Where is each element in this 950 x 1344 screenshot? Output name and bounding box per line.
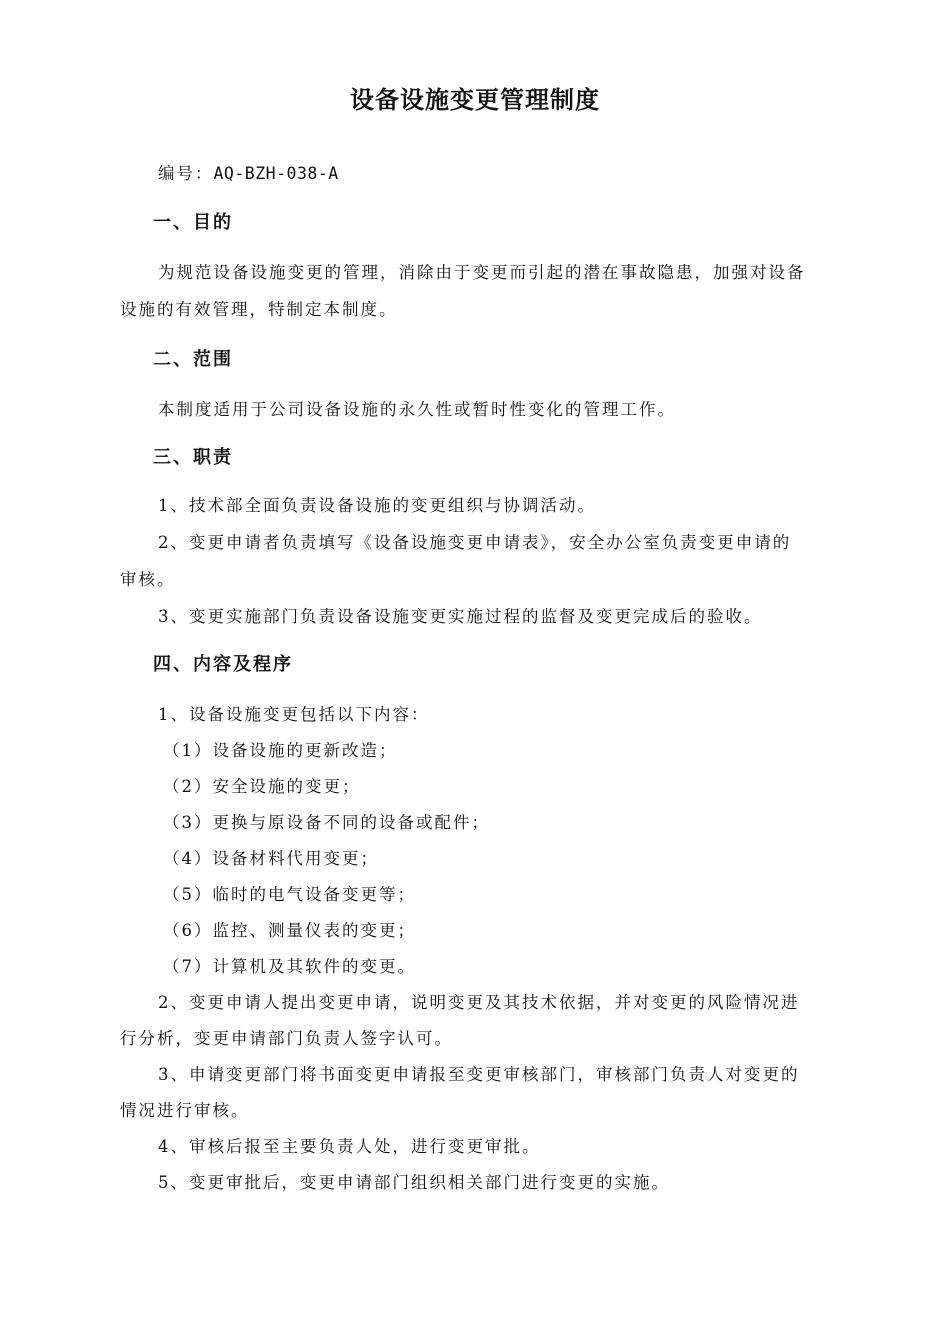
paragraph-line: 本制度适用于公司设备设施的永久性或暂时性变化的管理工作。 [158,400,676,419]
list-item: （2）安全设施的变更； [163,777,361,796]
paragraph-line: 4、审核后报至主要负责人处，进行变更审批。 [158,1137,541,1156]
paragraph-line: 设施的有效管理，特制定本制度。 [120,300,398,319]
section-heading-procedure: 四、内容及程序 [153,654,293,675]
paragraph-line: 行分析，变更申请部门负责人签字认可。 [120,1029,453,1048]
paragraph-line: 3、变更实施部门负责设备设施变更实施过程的监督及变更完成后的验收。 [158,607,763,626]
document-title: 设备设施变更管理制度 [350,86,600,114]
section-heading-purpose: 一、目的 [153,212,233,233]
paragraph-line: 3、申请变更部门将书面变更申请报至变更审核部门，审核部门负责人对变更的 [158,1065,800,1084]
paragraph-line: 为规范设备设施变更的管理，消除由于变更而引起的潜在事故隐患，加强对设备 [158,263,806,282]
paragraph-line: 1、技术部全面负责设备设施的变更组织与协调活动。 [158,496,596,515]
list-item: （3）更换与原设备不同的设备或配件； [163,813,490,832]
section-heading-scope: 二、范围 [153,349,233,370]
list-item: （1）设备设施的更新改造； [163,741,398,760]
paragraph-line: 审核。 [120,570,176,589]
document-code-value: AQ-BZH-038-A [213,164,339,183]
paragraph-line: 1、设备设施变更包括以下内容： [158,705,430,724]
list-item: （7）计算机及其软件的变更。 [163,957,416,976]
paragraph-line: 情况进行审核。 [120,1101,250,1120]
list-item: （4）设备材料代用变更； [163,849,379,868]
document-code-label: 编号： [158,164,214,183]
list-item: （5）临时的电气设备变更等； [163,885,416,904]
paragraph-line: 5、变更审批后，变更申请部门组织相关部门进行变更的实施。 [158,1173,670,1192]
document-code [158,160,339,184]
list-item: （6）监控、测量仪表的变更； [163,921,416,940]
section-heading-duty: 三、职责 [153,447,233,468]
paragraph-line: 2、变更申请者负责填写《设备设施变更申请表》，安全办公室负责变更申请的 [158,533,792,552]
paragraph-line: 2、变更申请人提出变更申请，说明变更及其技术依据，并对变更的风险情况进 [158,993,800,1012]
